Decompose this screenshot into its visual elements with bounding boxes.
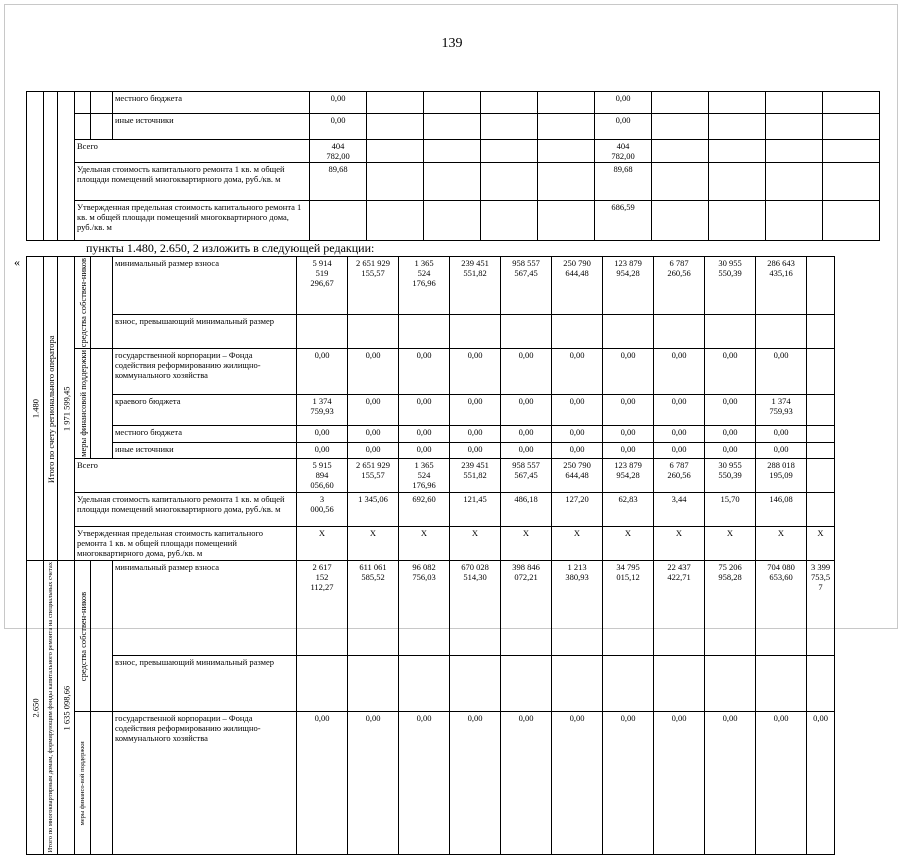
- row-label: Утвержденная предельная стоимость капитального ремонта 1 кв. м общей площади помещений многоквартирного дома, руб./кв. м: [75, 527, 297, 561]
- value-cell: 0,00: [654, 442, 705, 459]
- value-cell: X: [705, 527, 756, 561]
- value-cell: X: [654, 527, 705, 561]
- value-cell: 5 914 519 296,67: [297, 257, 348, 315]
- value-cell: [367, 114, 424, 140]
- value-cell: [709, 140, 766, 163]
- value-cell: 123 879 954,28: [603, 257, 654, 315]
- value-cell: 0,00: [450, 395, 501, 426]
- value-cell: 0,00: [603, 349, 654, 395]
- value-cell: X: [756, 527, 807, 561]
- value-cell: [654, 656, 705, 712]
- row-label: иные источники: [113, 114, 310, 140]
- value-cell: 0,00: [654, 395, 705, 426]
- document-table: [26, 91, 834, 855]
- table-row: [27, 712, 835, 854]
- top-row: [27, 114, 880, 140]
- value-cell: 0,00: [552, 425, 603, 442]
- value-cell: X: [399, 527, 450, 561]
- value-cell: 239 451 551,82: [450, 459, 501, 493]
- value-cell: 0,00: [705, 442, 756, 459]
- value-cell: 1 374 759,93: [297, 395, 348, 426]
- value-cell: 1 345,06: [348, 493, 399, 527]
- top-row: [27, 140, 880, 163]
- value-cell: [709, 163, 766, 201]
- value-cell: 0,00: [603, 395, 654, 426]
- table-row: [27, 257, 835, 315]
- empty-cell: [91, 561, 113, 712]
- value-cell: 3 399 753,5 7: [807, 561, 835, 656]
- value-cell: [603, 315, 654, 349]
- value-cell: 0,00: [654, 712, 705, 854]
- value-cell: 0,00: [450, 442, 501, 459]
- empty-cell: [91, 257, 113, 349]
- value-cell: 0,00: [603, 442, 654, 459]
- value-cell: [481, 140, 538, 163]
- value-cell: [766, 114, 823, 140]
- value-cell: [807, 459, 835, 493]
- value-cell: [652, 163, 709, 201]
- item-name: Итого по счету регионального оператора: [44, 257, 58, 561]
- value-cell: [538, 114, 595, 140]
- value-cell: [348, 315, 399, 349]
- value-cell: 89,68: [310, 163, 367, 201]
- value-cell: 34 795 015,12: [603, 561, 654, 656]
- value-cell: 62,83: [603, 493, 654, 527]
- value-cell: 0,00: [705, 425, 756, 442]
- value-cell: 0,00: [501, 395, 552, 426]
- value-cell: 404 782,00: [310, 140, 367, 163]
- value-cell: [807, 315, 835, 349]
- value-cell: X: [450, 527, 501, 561]
- value-cell: 6 787 260,56: [654, 257, 705, 315]
- value-cell: [823, 92, 880, 114]
- row-label: Всего: [75, 140, 310, 163]
- value-cell: [481, 163, 538, 201]
- row-label: Удельная стоимость капитального ремонта 1 кв. м общей площади помещений многоквартирного дома, руб./кв. м: [75, 163, 310, 201]
- table-row: [27, 656, 835, 712]
- value-cell: [807, 395, 835, 426]
- value-cell: [538, 163, 595, 201]
- value-cell: 0,00: [705, 395, 756, 426]
- value-cell: 704 080 653,60: [756, 561, 807, 656]
- value-cell: 486,18: [501, 493, 552, 527]
- value-cell: 611 061 585,52: [348, 561, 399, 656]
- item-code: 1.480: [27, 257, 44, 561]
- value-cell: 75 206 958,28: [705, 561, 756, 656]
- value-cell: [424, 201, 481, 241]
- row-label: Удельная стоимость капитального ремонта 1 кв. м общей площади помещений многоквартирного дома, руб./кв. м: [75, 493, 297, 527]
- value-cell: [807, 442, 835, 459]
- row-label: взнос, превышающий минимальный размер: [113, 315, 297, 349]
- value-cell: 0,00: [603, 425, 654, 442]
- value-cell: [766, 163, 823, 201]
- value-cell: 1 374 759,93: [756, 395, 807, 426]
- value-cell: [424, 114, 481, 140]
- value-cell: 0,00: [654, 349, 705, 395]
- table-row: [27, 561, 835, 656]
- value-cell: 288 018 195,09: [756, 459, 807, 493]
- empty-cell: [58, 92, 75, 241]
- row-label: минимальный размер взноса: [113, 257, 297, 315]
- value-cell: 0,00: [348, 395, 399, 426]
- table-row: [27, 527, 835, 561]
- top-table: [26, 91, 880, 241]
- row-label: Всего: [75, 459, 297, 493]
- value-cell: [538, 140, 595, 163]
- value-cell: 0,00: [756, 442, 807, 459]
- value-cell: X: [807, 527, 835, 561]
- value-cell: [367, 140, 424, 163]
- value-cell: 3,44: [654, 493, 705, 527]
- value-cell: [709, 114, 766, 140]
- value-cell: 1 365 524 176,96: [399, 257, 450, 315]
- value-cell: 0,00: [310, 92, 367, 114]
- value-cell: [552, 315, 603, 349]
- value-cell: 0,00: [399, 349, 450, 395]
- value-cell: 121,45: [450, 493, 501, 527]
- value-cell: [705, 315, 756, 349]
- value-cell: [367, 201, 424, 241]
- value-cell: 0,00: [552, 712, 603, 854]
- value-cell: 1 213 380,93: [552, 561, 603, 656]
- value-cell: 0,00: [501, 442, 552, 459]
- row-label: минимальный размер взноса: [113, 561, 297, 656]
- item-name: Итого по многоквартирным домам, формирующим фонды капитального ремонта на специальных счетах: [44, 561, 58, 855]
- empty-cell: [91, 349, 113, 459]
- value-cell: [424, 92, 481, 114]
- quote-mark: «: [14, 255, 20, 269]
- value-cell: [297, 315, 348, 349]
- value-cell: 0,00: [552, 395, 603, 426]
- value-cell: 3 000,56: [297, 493, 348, 527]
- value-cell: X: [297, 527, 348, 561]
- value-cell: [603, 656, 654, 712]
- value-cell: [652, 92, 709, 114]
- value-cell: X: [501, 527, 552, 561]
- value-cell: [481, 201, 538, 241]
- value-cell: [367, 92, 424, 114]
- value-cell: 89,68: [595, 163, 652, 201]
- value-cell: 398 846 072,21: [501, 561, 552, 656]
- value-cell: 250 790 644,48: [552, 459, 603, 493]
- empty-cell: [27, 92, 44, 241]
- value-cell: 958 557 567,45: [501, 257, 552, 315]
- value-cell: [709, 201, 766, 241]
- value-cell: [766, 201, 823, 241]
- value-cell: 404 782,00: [595, 140, 652, 163]
- value-cell: [424, 163, 481, 201]
- value-cell: 0,00: [552, 442, 603, 459]
- value-cell: [450, 315, 501, 349]
- value-cell: [297, 656, 348, 712]
- value-cell: [766, 140, 823, 163]
- top-row: [27, 163, 880, 201]
- value-cell: 0,00: [603, 712, 654, 854]
- top-row: [27, 201, 880, 241]
- value-cell: [823, 114, 880, 140]
- value-cell: [501, 656, 552, 712]
- row-label: взнос, превышающий минимальный размер: [113, 656, 297, 712]
- own-funds-group: средства собствен-ников: [75, 257, 91, 349]
- empty-cell: [91, 92, 113, 114]
- value-cell: 239 451 551,82: [450, 257, 501, 315]
- value-cell: 0,00: [348, 442, 399, 459]
- value-cell: 22 437 422,71: [654, 561, 705, 656]
- value-cell: [766, 92, 823, 114]
- top-row: [27, 92, 880, 114]
- value-cell: 2 617 152 112,27: [297, 561, 348, 656]
- own-funds-group: средства собствен-ников: [75, 561, 91, 712]
- value-cell: 30 955 550,39: [705, 459, 756, 493]
- value-cell: [709, 92, 766, 114]
- item-area: 1 635 098,66: [58, 561, 75, 855]
- item-code: 2.650: [27, 561, 44, 855]
- value-cell: [538, 92, 595, 114]
- page-number: 139: [441, 36, 463, 51]
- value-cell: 0,00: [807, 712, 835, 854]
- value-cell: 5 915 894 056,60: [297, 459, 348, 493]
- value-cell: [310, 201, 367, 241]
- value-cell: 146,08: [756, 493, 807, 527]
- row-label: государственной корпорации – Фонда содействия реформированию жилищно-коммунального хозяйства: [113, 349, 297, 395]
- empty-cell: [75, 114, 91, 140]
- value-cell: [552, 656, 603, 712]
- row-label: местного бюджета: [113, 92, 310, 114]
- value-cell: 0,00: [705, 349, 756, 395]
- value-cell: 686,59: [595, 201, 652, 241]
- intro-text: пункты 1.480, 2.650, 2 изложить в следующей редакции:: [86, 241, 375, 255]
- value-cell: 0,00: [399, 395, 450, 426]
- value-cell: [538, 201, 595, 241]
- value-cell: [807, 656, 835, 712]
- row-label: Утвержденная предельная стоимость капитального ремонта 1 кв. м общей площади помещений многоквартирного дома, руб./кв. м: [75, 201, 310, 241]
- value-cell: 6 787 260,56: [654, 459, 705, 493]
- empty-cell: [91, 114, 113, 140]
- value-cell: [807, 493, 835, 527]
- table-row: [27, 425, 835, 442]
- value-cell: 2 651 929 155,57: [348, 459, 399, 493]
- value-cell: 0,00: [501, 712, 552, 854]
- value-cell: 0,00: [348, 425, 399, 442]
- value-cell: [807, 349, 835, 395]
- value-cell: [823, 140, 880, 163]
- value-cell: 0,00: [705, 712, 756, 854]
- value-cell: [367, 163, 424, 201]
- value-cell: 286 643 435,16: [756, 257, 807, 315]
- value-cell: [399, 656, 450, 712]
- value-cell: 0,00: [399, 712, 450, 854]
- empty-cell: [91, 712, 113, 854]
- value-cell: 0,00: [310, 114, 367, 140]
- support-group: меры финансо-вой поддержки: [75, 712, 91, 854]
- value-cell: 0,00: [756, 712, 807, 854]
- value-cell: 2 651 929 155,57: [348, 257, 399, 315]
- value-cell: [705, 656, 756, 712]
- value-cell: 692,60: [399, 493, 450, 527]
- value-cell: 250 790 644,48: [552, 257, 603, 315]
- value-cell: 0,00: [348, 349, 399, 395]
- table-row: [27, 493, 835, 527]
- value-cell: 0,00: [450, 712, 501, 854]
- value-cell: [424, 140, 481, 163]
- table-row: [27, 442, 835, 459]
- value-cell: 0,00: [297, 712, 348, 854]
- value-cell: [823, 163, 880, 201]
- value-cell: 1 365 524 176,96: [399, 459, 450, 493]
- value-cell: 670 028 514,30: [450, 561, 501, 656]
- value-cell: 0,00: [501, 425, 552, 442]
- value-cell: 0,00: [501, 349, 552, 395]
- value-cell: 123 879 954,28: [603, 459, 654, 493]
- value-cell: 15,70: [705, 493, 756, 527]
- value-cell: 96 082 756,03: [399, 561, 450, 656]
- value-cell: [652, 201, 709, 241]
- value-cell: 0,00: [595, 114, 652, 140]
- value-cell: [652, 114, 709, 140]
- table-row: [27, 459, 835, 493]
- row-label: государственной корпорации – Фонда содействия реформированию жилищно-коммунального хозяйства: [113, 712, 297, 854]
- value-cell: 0,00: [552, 349, 603, 395]
- value-cell: 0,00: [348, 712, 399, 854]
- row-label: иные источники: [113, 442, 297, 459]
- table-row: [27, 395, 835, 426]
- row-label: краевого бюджета: [113, 395, 297, 426]
- value-cell: 0,00: [297, 442, 348, 459]
- empty-cell: [44, 92, 58, 241]
- empty-cell: [75, 92, 91, 114]
- table-row: [27, 315, 835, 349]
- value-cell: 0,00: [297, 425, 348, 442]
- value-cell: [654, 315, 705, 349]
- value-cell: 0,00: [756, 425, 807, 442]
- value-cell: [807, 257, 835, 315]
- value-cell: 0,00: [595, 92, 652, 114]
- value-cell: X: [348, 527, 399, 561]
- value-cell: 0,00: [399, 425, 450, 442]
- value-cell: [823, 201, 880, 241]
- value-cell: [756, 315, 807, 349]
- value-cell: [399, 315, 450, 349]
- value-cell: [348, 656, 399, 712]
- value-cell: 127,20: [552, 493, 603, 527]
- value-cell: [450, 656, 501, 712]
- value-cell: 0,00: [399, 442, 450, 459]
- value-cell: [501, 315, 552, 349]
- value-cell: 0,00: [450, 425, 501, 442]
- value-cell: [756, 656, 807, 712]
- value-cell: X: [603, 527, 654, 561]
- value-cell: [652, 140, 709, 163]
- value-cell: 30 955 550,39: [705, 257, 756, 315]
- row-label: местного бюджета: [113, 425, 297, 442]
- value-cell: [481, 92, 538, 114]
- support-group: меры финансовой поддержки: [75, 349, 91, 459]
- value-cell: 0,00: [297, 349, 348, 395]
- item-area: 1 971 599,45: [58, 257, 75, 561]
- value-cell: 958 557 567,45: [501, 459, 552, 493]
- value-cell: 0,00: [756, 349, 807, 395]
- value-cell: [481, 114, 538, 140]
- value-cell: 0,00: [450, 349, 501, 395]
- value-cell: X: [552, 527, 603, 561]
- table-row: [27, 349, 835, 395]
- value-cell: 0,00: [654, 425, 705, 442]
- value-cell: [807, 425, 835, 442]
- main-table: [26, 256, 835, 855]
